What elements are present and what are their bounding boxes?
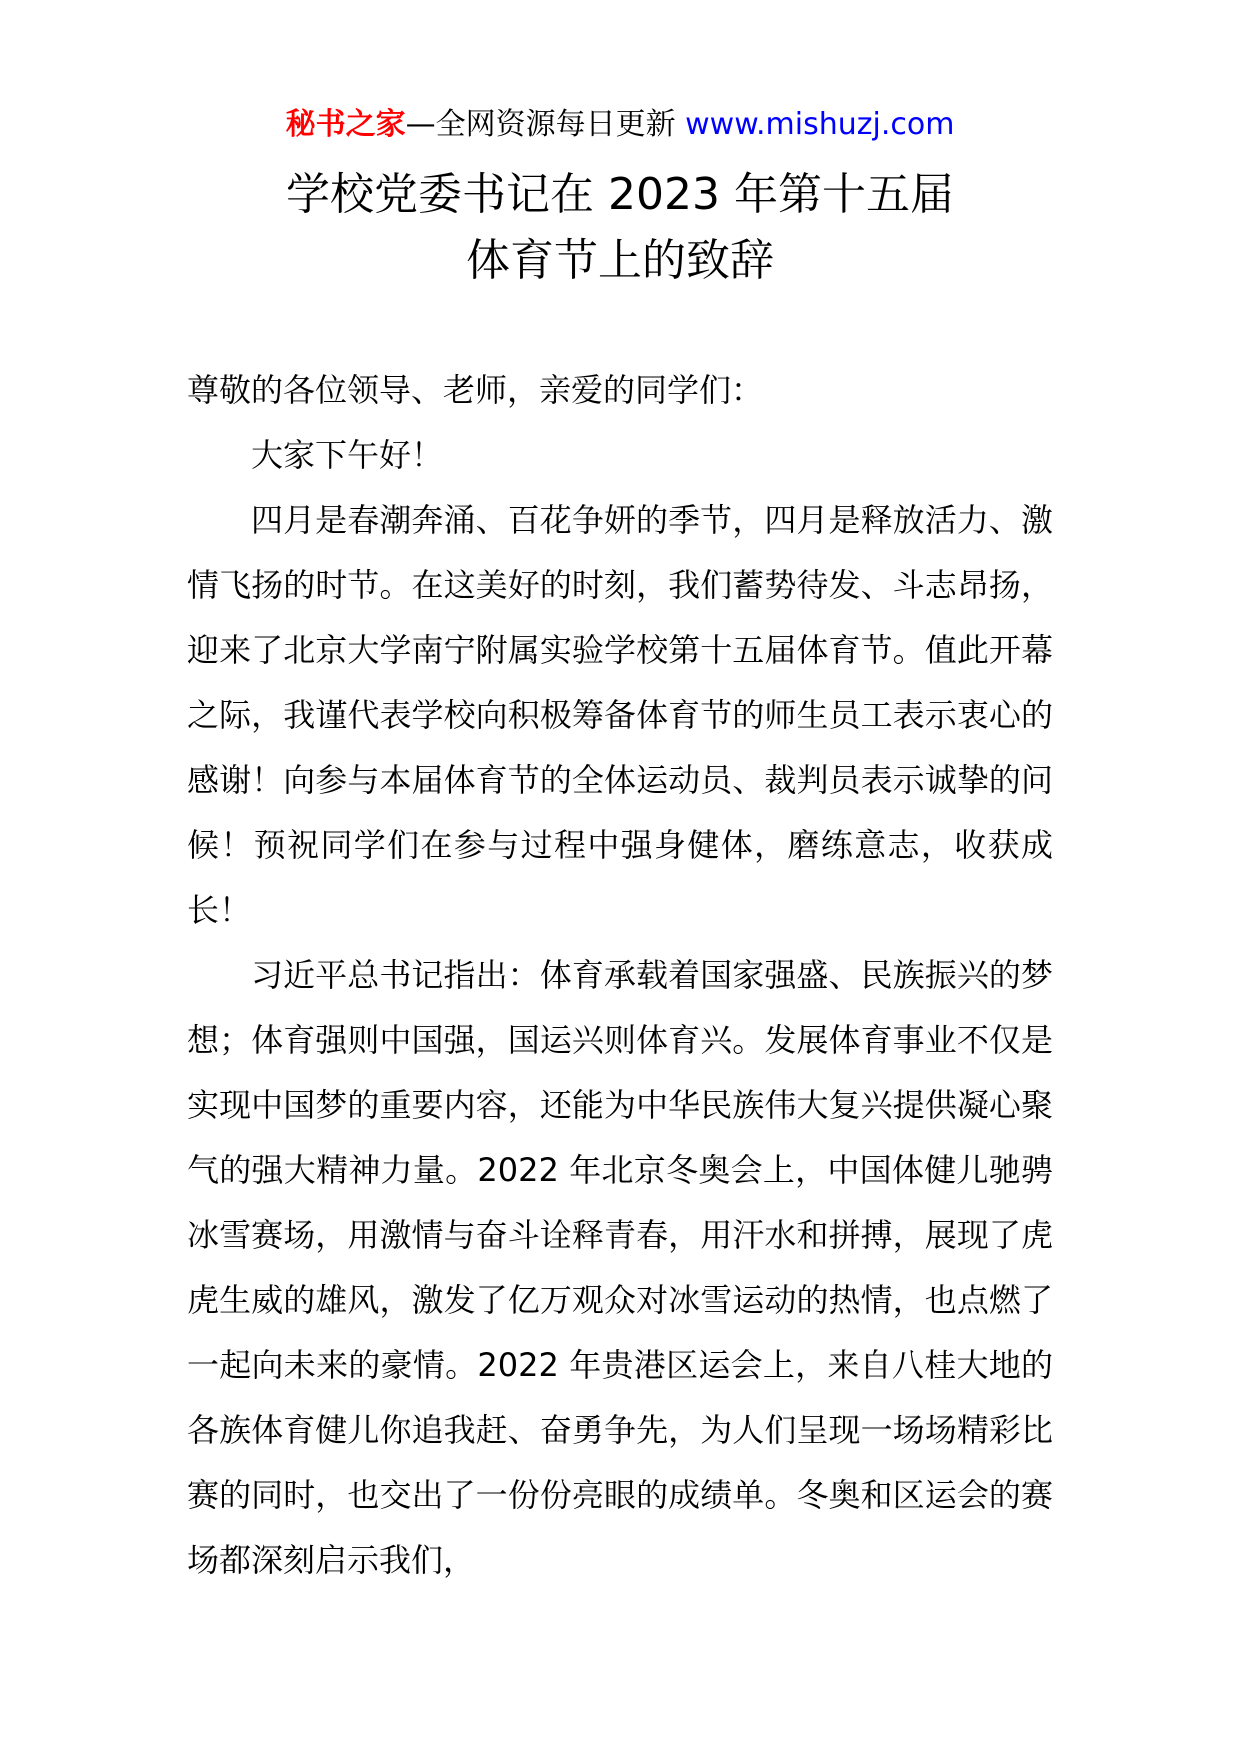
- body-paragraph-1: 四月是春潮奔涌、百花争妍的季节，四月是释放活力、激情飞扬的时节。在这美好的时刻，我们蓄势待发、斗志昂扬，迎来了北京大学南宁附属实验学校第十五届体育节。值此开幕之际，我谨代表学校向积极筹备体育节的师生员工表示衷心的感谢！向参与本届体育节的全体运动员、裁判员表示诚挚的问候！预祝同学们在参与过程中强身健体，磨练意志，收获成长！: [187, 501, 1053, 929]
- document-body: [187, 358, 1053, 1593]
- title-line-2: 体育节上的致辞: [466, 235, 774, 286]
- header-slogan: —全网资源每日更新: [405, 107, 686, 142]
- brand-name: 秘书之家: [285, 107, 406, 142]
- salutation: 尊敬的各位领导、老师，亲爱的同学们：: [187, 371, 764, 409]
- greeting-paragraph: 大家下午好！: [251, 436, 444, 474]
- title-line-1: 学校党委书记在 2023 年第十五届: [286, 169, 954, 220]
- document-title: [0, 162, 1240, 294]
- site-header: [0, 103, 1240, 147]
- body-paragraph-2: 习近平总书记指出：体育承载着国家强盛、民族振兴的梦想；体育强则中国强，国运兴则体育兴。发展体育事业不仅是实现中国梦的重要内容，还能为中华民族伟大复兴提供凝心聚气的强大精神力量。2022 年北京冬奥会上，中国体健儿驰骋冰雪赛场，用激情与奋斗诠释青春，用汗水和拼搏，展现了虎虎生威的雄风，激发了亿万观众对冰雪运动的热情，也点燃了一起向未来的豪情。2022 年贵港区运会上，来自八桂大地的各族体育健儿你追我赶、奋勇争先，为人们呈现一场场精彩比赛的同时，也交出了一份份亮眼的成绩单。冬奥和区运会的赛场都深刻启示我们，: [187, 956, 1053, 1579]
- site-url-link[interactable]: www.mishuzj.com: [685, 107, 955, 142]
